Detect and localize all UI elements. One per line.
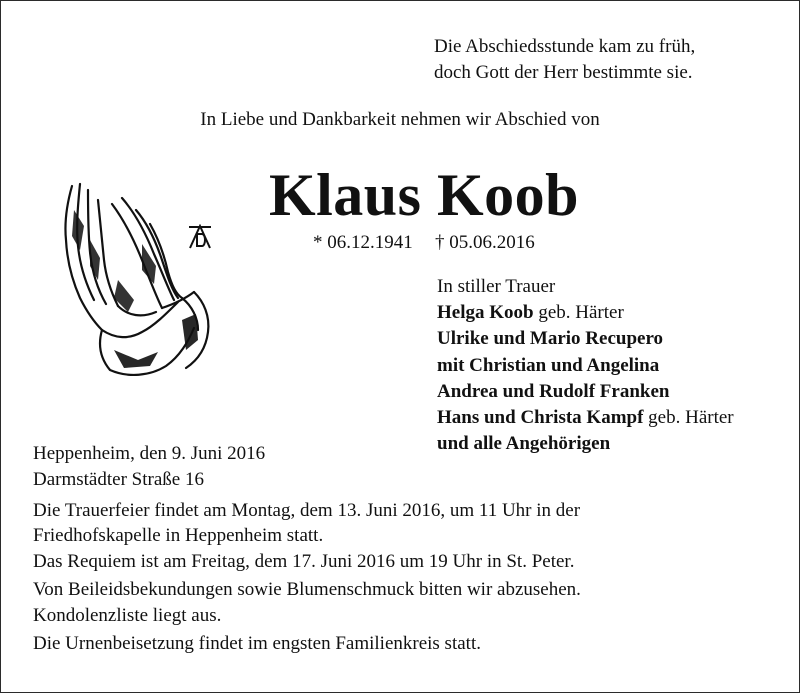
- mourners-block: [437, 274, 734, 457]
- mourner-line: Ulrike und Mario Recupero: [437, 328, 664, 350]
- verse-line-2: doch Gott der Herr bestimmte sie.: [434, 62, 693, 83]
- deceased-name: Klaus Koob: [268, 162, 580, 228]
- mourner-line: Andrea und Rudolf Franken: [437, 380, 670, 402]
- service-details: [33, 498, 581, 656]
- intro-text: In Liebe und Dankbarkeit nehmen wir Abschied von: [200, 109, 600, 130]
- durer-monogram-icon: [188, 224, 212, 250]
- requiem-line: Das Requiem ist am Freitag, dem 17. Juni 2016 um 19 Uhr in St. Peter.: [33, 550, 575, 572]
- place-line-2: Darmstädter Straße 16: [33, 469, 204, 490]
- funeral-line-1: Die Trauerfeier findet am Montag, dem 13. Juni 2016, um 11 Uhr in der: [33, 500, 581, 521]
- place-line-1: Heppenheim, den 9. Juni 2016: [33, 443, 266, 464]
- place-date: [33, 441, 265, 493]
- mourners-heading: In stiller Trauer: [437, 276, 556, 297]
- verse-line-1: Die Abschiedsstunde kam zu früh,: [434, 36, 696, 57]
- mourner-line: Helga Koob geb. Härter: [437, 302, 624, 324]
- praying-hands-icon: [58, 180, 218, 380]
- urn-line: Die Urnenbeisetzung findet im engsten Familienkreis statt.: [33, 632, 481, 654]
- death-date: † 05.06.2016: [435, 232, 535, 253]
- mourner-line: Hans und Christa Kampf geb. Härter: [437, 406, 734, 428]
- verse: [434, 34, 695, 86]
- condolence-line-1: Von Beileidsbekundungen sowie Blumenschmuck bitten wir abzusehen.: [33, 579, 581, 601]
- condolence-line-2: Kondolenzliste liegt aus.: [33, 604, 222, 626]
- birth-date: * 06.12.1941: [313, 232, 413, 253]
- funeral-line-2: Friedhofskapelle in Heppenheim statt.: [33, 525, 324, 547]
- mourner-line: mit Christian und Angelina: [437, 354, 660, 376]
- mourner-line: und alle Angehörigen: [437, 433, 611, 455]
